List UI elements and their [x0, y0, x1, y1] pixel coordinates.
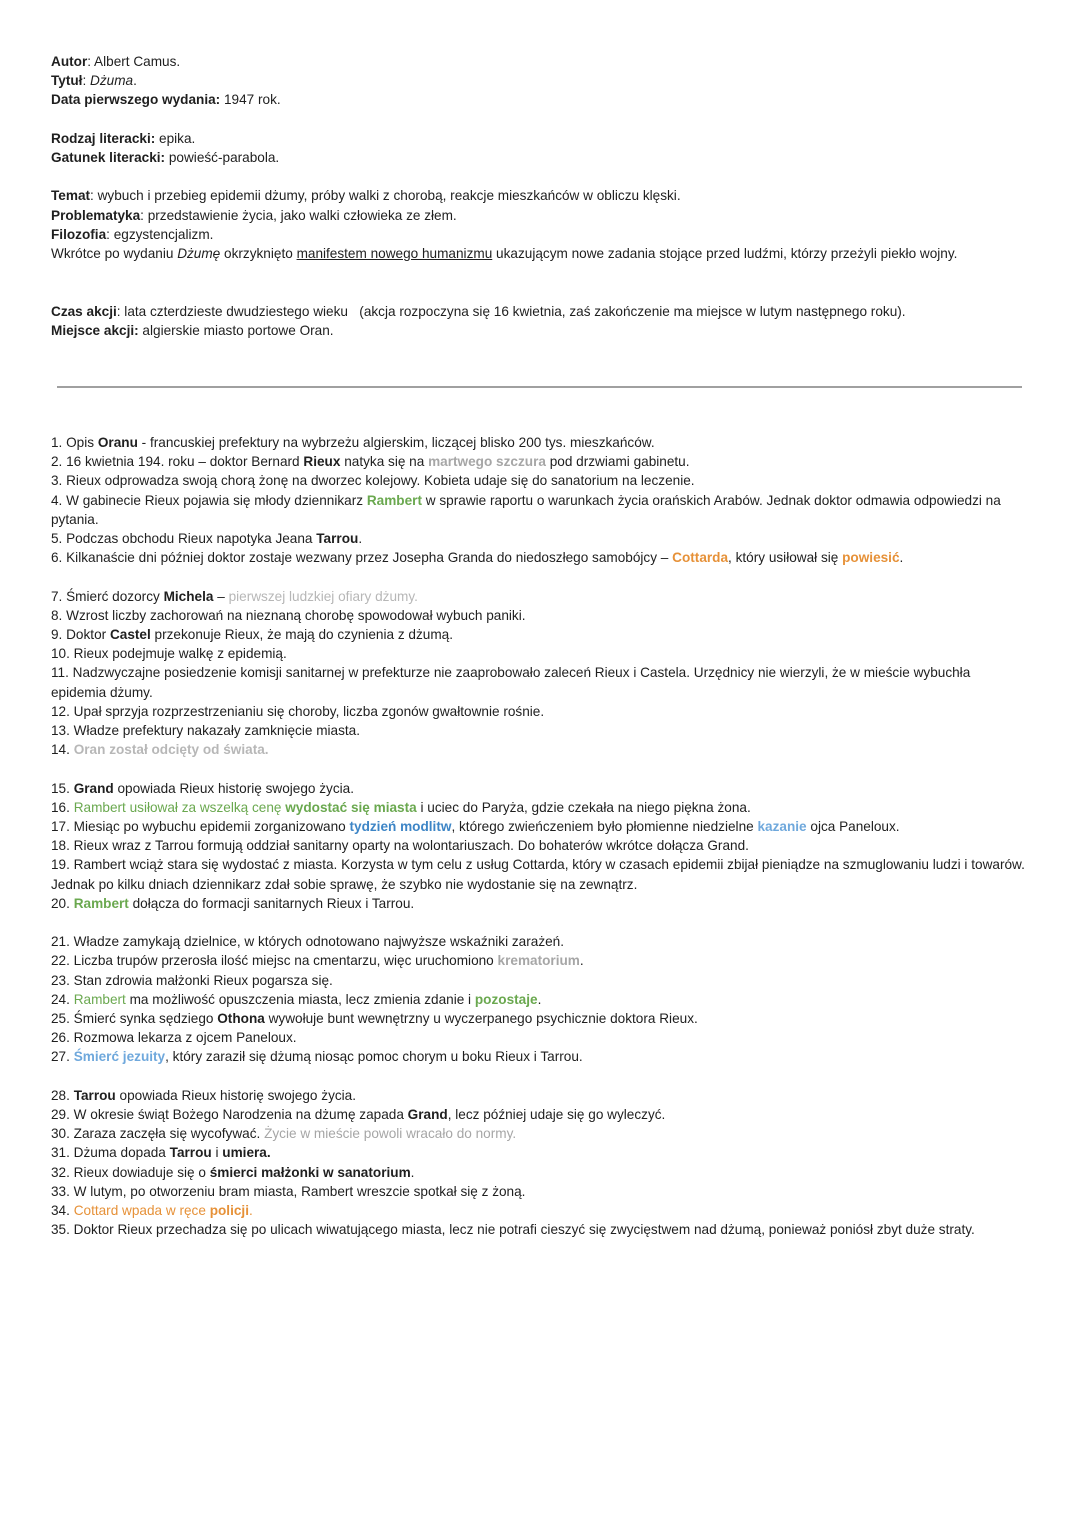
event-text: , który usiłował się — [728, 550, 843, 566]
event-text: – — [213, 588, 229, 604]
event-item — [51, 1182, 1026, 1201]
event-item — [51, 702, 1026, 721]
event-text: natyka się na — [340, 454, 429, 470]
event-item — [51, 990, 1026, 1009]
event-text: i uciec do Paryża, gdzie czekała na niego piękna żona. — [416, 799, 751, 815]
event-text: 26. Rozmowa lekarza z ojcem Paneloux. — [51, 1030, 297, 1046]
event-text: 30. Zaraza zaczęła się wycofywać. — [51, 1126, 265, 1142]
event-text: 10. Rieux podejmuje walkę z epidemią. — [51, 646, 287, 662]
event-text: Othona — [217, 1011, 265, 1027]
event-item — [51, 1124, 1026, 1143]
event-text: 15. — [51, 780, 74, 796]
event-text: 7. Śmierć dozorcy — [51, 588, 164, 604]
event-item — [51, 836, 1026, 855]
event-text: Tarrou — [316, 531, 359, 547]
event-item — [51, 817, 1026, 836]
event-item — [51, 491, 1026, 529]
event-text: 19. Rambert wciąż stara się wydostać z miasta. Korzysta w tym celu z usług Cottarda, który w czasach epidemii zbijał pieniądze na szmuglowaniu ludzi i towarów. Jednak po kilku dniach dziennikarz zdał sobie sprawę, że szybko nie wydostanie się na zewnątrz. — [51, 857, 1025, 892]
event-text: Rieux — [303, 454, 341, 470]
kind-line: Rodzaj literacki: epika. — [51, 130, 196, 146]
event-item — [51, 529, 1026, 548]
event-item — [51, 1163, 1026, 1182]
horizontal-divider — [57, 386, 1022, 388]
event-text: Grand — [407, 1107, 448, 1123]
author-line: Autor: Albert Camus. — [51, 54, 181, 69]
event-item — [51, 855, 1026, 893]
event-text: opowiada Rieux historię swojego życia. — [115, 1087, 357, 1103]
title-line: Tytuł: Dżuma. — [51, 73, 137, 89]
event-text: 27. — [51, 1049, 74, 1065]
event-text: Życie w mieście powoli wracało do normy. — [264, 1126, 517, 1142]
event-text: opowiada Rieux historię swojego życia. — [113, 780, 354, 796]
event-text: Rambert usiłował za wszelką cenę — [73, 799, 286, 815]
event-item — [51, 606, 1026, 625]
genre-line: Gatunek literacki: powieść-parabola. — [51, 150, 280, 165]
event-text: 23. Stan zdrowia małżonki Rieux pogarsza się. — [51, 972, 333, 988]
event-text: dołącza do formacji sanitarnych Rieux i Tarrou. — [128, 895, 415, 911]
event-text: 28. — [51, 1087, 74, 1103]
event-item — [51, 721, 1026, 740]
event-item — [51, 894, 1026, 913]
event-text: Rambert — [73, 895, 129, 911]
philosophy-line: Filozofia: egzystencjalizm. — [51, 226, 214, 242]
event-item — [51, 740, 1026, 759]
event-item — [51, 452, 1026, 471]
book-info — [51, 52, 1036, 340]
event-text: martwego szczura — [428, 454, 546, 470]
section-gap — [51, 913, 1026, 932]
event-text: 31. Dżuma dopada — [51, 1145, 170, 1161]
event-text: Oran został odcięty od świata. — [73, 742, 269, 758]
event-item — [51, 587, 1026, 606]
event-text: przekonuje Rieux, że mają do czynienia z dżumą. — [150, 627, 453, 643]
event-item — [51, 1047, 1026, 1066]
event-text: 5. Podczas obchodu Rieux napotyka Jeana — [51, 531, 317, 547]
event-text: Oranu — [97, 435, 138, 450]
section-gap — [51, 759, 1026, 778]
event-text: 32. Rieux dowiaduje się o — [51, 1164, 210, 1180]
event-text: pod drzwiami gabinetu. — [545, 454, 690, 470]
event-item — [51, 663, 1026, 701]
event-item — [51, 1220, 1026, 1239]
event-text: tydzień modlitw — [349, 819, 452, 835]
event-text: 4. W gabinecie Rieux pojawia się młody dziennikarz — [51, 492, 367, 508]
event-text: 25. Śmierć synka sędziego — [51, 1011, 218, 1027]
event-text: , który zaraził się dżumą niosąc pomoc chorym u boku Rieux i Tarrou. — [165, 1049, 583, 1065]
event-text: kazanie — [757, 819, 807, 835]
event-text: , lecz później udaje się go wyleczyć. — [447, 1107, 666, 1123]
event-item — [51, 1143, 1026, 1162]
event-text: Rambert — [366, 492, 422, 508]
event-item — [51, 1201, 1026, 1220]
event-text: 11. Nadzwyczajne posiedzenie komisji sanitarnej w prefekturze nie zaaprobowało zaleceń Rieux i Castela. Urzędnicy nie wierzyli, że w mieście wybuchła epidemia dżumy. — [51, 665, 971, 700]
place-line: Miejsce akcji: algierskie miasto portowe Oran. — [51, 322, 334, 338]
event-text: 20. — [51, 895, 74, 911]
event-text: 17. Miesiąc po wybuchu epidemii zorganizowano — [51, 819, 350, 835]
event-text: Tarrou — [73, 1087, 116, 1103]
event-text: . — [579, 953, 584, 969]
event-text: . — [410, 1164, 415, 1180]
event-text: 9. Doktor — [51, 627, 110, 643]
event-text: w sprawie raportu o warunkach życia orańskich Arabów. Jednak doktor odmawia odpowiedzi na pytania. — [51, 492, 1001, 527]
event-text: 12. Upał sprzyja rozprzestrzenianiu się choroby, liczba zgonów gwałtownie rośnie. — [51, 703, 545, 719]
event-text: . — [358, 531, 363, 547]
plot-events-list — [51, 433, 1026, 1239]
event-text: ma możliwość opuszczenia miasta, lecz zmienia zdanie i — [125, 991, 475, 1007]
event-text: pierwszej ludzkiej ofiary dżumy. — [228, 588, 418, 604]
theme-line: Temat: wybuch i przebieg epidemii dżumy, próby walki z chorobą, reakcje mieszkańców w obliczu klęski. — [51, 188, 681, 204]
event-item — [51, 971, 1026, 990]
event-text: 13. Władze prefektury nakazały zamknięcie miasta. — [51, 723, 361, 739]
event-text: 8. Wzrost liczby zachorowań na nieznaną chorobę spowodował wybuch paniki. — [51, 607, 526, 623]
event-item — [51, 932, 1026, 951]
event-text: - francuskiej prefektury na wybrzeżu algierskim, liczącej blisko 200 tys. mieszkańców. — [137, 435, 655, 450]
event-text: policji — [209, 1203, 249, 1219]
event-item — [51, 625, 1026, 644]
event-text: krematorium — [497, 953, 580, 969]
event-text: wywołuje bunt wewnętrzny u wyczerpanego psychicznie doktora Rieux. — [264, 1011, 698, 1027]
event-text: Grand — [73, 780, 114, 796]
event-text: 1. Opis — [51, 435, 98, 450]
event-item — [51, 779, 1026, 798]
event-text: , którego zwieńczeniem było płomienne niedzielne — [451, 819, 758, 835]
event-text: Cottard wpada w ręce — [73, 1203, 210, 1219]
event-text: 24. — [51, 991, 74, 1007]
problem-line: Problematyka: przedstawienie życia, jako walki człowieka ze złem. — [51, 207, 457, 223]
event-text: i — [211, 1145, 223, 1161]
event-text: 33. W lutym, po otworzeniu bram miasta, Rambert wreszcie spotkał się z żoną. — [51, 1183, 526, 1199]
event-text: śmierci małżonki w sanatorium — [209, 1164, 411, 1180]
event-text: 29. W okresie świąt Bożego Narodzenia na dżumę zapada — [51, 1107, 408, 1123]
event-text: 18. Rieux wraz z Tarrou formują oddział sanitarny oparty na wolontariuszach. Do bohaterów wkrótce dołącza Grand. — [51, 838, 749, 854]
event-text: . — [899, 550, 904, 566]
event-text: 14. — [51, 742, 74, 758]
event-item — [51, 1009, 1026, 1028]
event-text: ojca Paneloux. — [806, 819, 900, 835]
section-gap — [51, 567, 1026, 586]
event-text: Tarrou — [169, 1145, 212, 1161]
event-text: 16. — [51, 799, 74, 815]
event-text: powiesić — [842, 550, 900, 566]
event-text: . — [537, 991, 542, 1007]
event-text: pozostaje — [474, 991, 538, 1007]
event-text: Michela — [163, 588, 214, 604]
event-item — [51, 1105, 1026, 1124]
event-item — [51, 471, 1026, 490]
event-text: . — [248, 1203, 253, 1219]
event-item — [51, 433, 1026, 452]
event-text: Śmierć jezuity — [73, 1049, 166, 1065]
event-text: 22. Liczba trupów przerosła ilość miejsc na cmentarzu, więc uruchomiono — [51, 953, 498, 969]
event-item — [51, 548, 1026, 567]
event-text: 21. Władze zamykają dzielnice, w których odnotowano najwyższe wskaźniki zarażeń. — [51, 934, 565, 950]
event-text: 2. 16 kwietnia 194. roku – doktor Bernard — [51, 454, 304, 470]
time-line: Czas akcji: lata czterdzieste dwudziestego wieku (akcja rozpoczyna się 16 kwietnia, zaś zakończenie ma miejsce w lutym następnego roku). — [51, 303, 906, 319]
event-text: wydostać się miasta — [285, 799, 417, 815]
event-item — [51, 644, 1026, 663]
event-text: Cottarda — [672, 550, 729, 566]
event-text: Castel — [109, 627, 151, 643]
event-text: 34. — [51, 1203, 74, 1219]
event-item — [51, 951, 1026, 970]
event-text: 35. Doktor Rieux przechadza się po ulicach wiwatującego miasta, lecz nie potrafi cieszyć się zwycięstwem nad dżumą, ponieważ poniósł zbyt duże straty. — [51, 1222, 975, 1238]
event-text: 3. Rieux odprowadza swoją chorą żonę na dworzec kolejowy. Kobieta udaje się do sanatorium na leczenie. — [51, 473, 695, 489]
section-gap — [51, 1067, 1026, 1086]
humanism-note: Wkrótce po wydaniu Dżumę okrzyknięto manifestem nowego humanizmu ukazującym nowe zadania stojące przed ludźmi, którzy przeżyli piekło wojny. — [51, 246, 958, 261]
date-line: Data pierwszego wydania: 1947 rok. — [51, 92, 281, 108]
event-item — [51, 1028, 1026, 1047]
event-text: 6. Kilkanaście dni później doktor zostaje wezwany przez Josepha Granda do niedoszłego samobójcy – — [51, 550, 673, 566]
event-text: umiera. — [222, 1145, 271, 1161]
event-item — [51, 798, 1026, 817]
event-text: Rambert — [73, 991, 126, 1007]
event-item — [51, 1086, 1026, 1105]
